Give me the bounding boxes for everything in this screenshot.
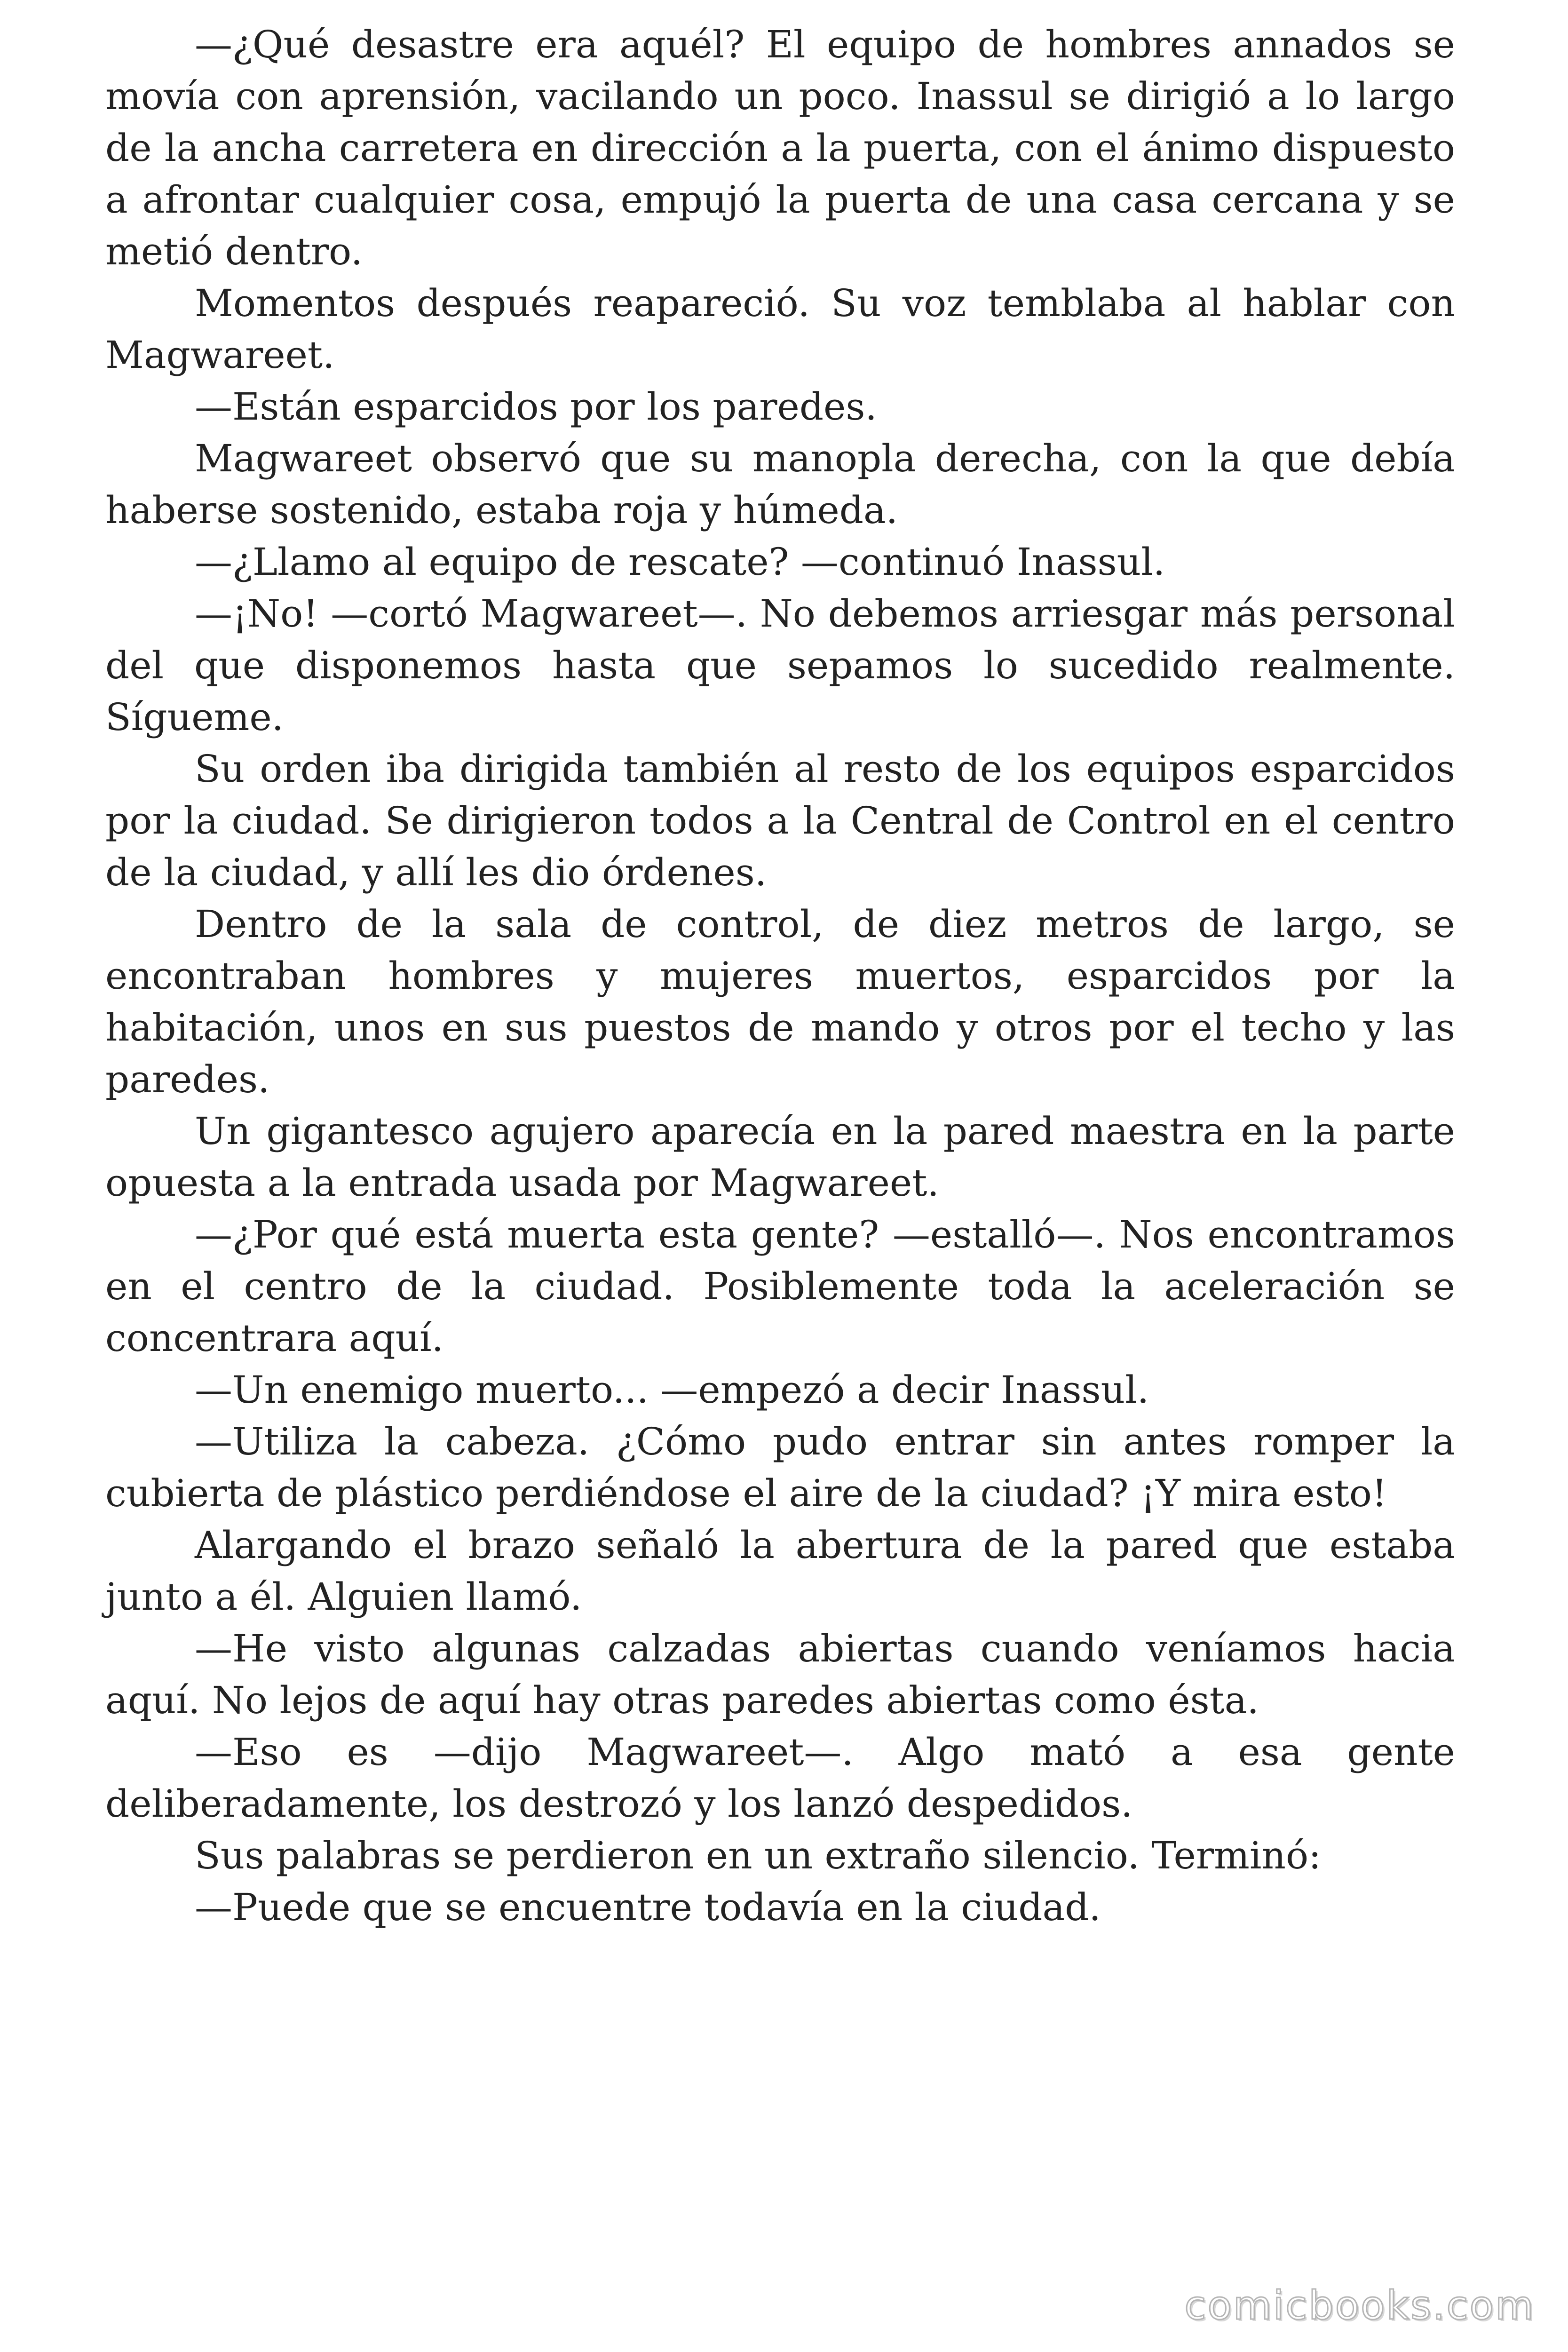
paragraph: —¡No! —cortó Magwareet—. No debemos arriesgar más personal del que disponemos hasta que sepamos lo sucedido realmente. Sígueme. [105, 592, 1455, 739]
paragraph: Su orden iba dirigida también al resto de los equipos esparcidos por la ciudad. Se dirigieron todos a la Central de Control en el centro de la ciudad, y allí les dio órdenes. [105, 747, 1455, 894]
book-page-text [105, 19, 1455, 1933]
paragraph: —He visto algunas calzadas abiertas cuando veníamos hacia aquí. No lejos de aquí hay otras paredes abiertas como ésta. [105, 1627, 1455, 1722]
paragraph: —Un enemigo muerto... —empezó a decir Inassul. [195, 1368, 1149, 1412]
paragraph: —¿Llamo al equipo de rescate? —continuó Inassul. [195, 540, 1165, 584]
paragraph: Momentos después reapareció. Su voz temblaba al hablar con Magwareet. [105, 281, 1455, 377]
paragraph: Magwareet observó que su manopla derecha, con la que debía haberse sostenido, estaba roja y húmeda. [105, 437, 1455, 532]
paragraph: —Utiliza la cabeza. ¿Cómo pudo entrar sin antes romper la cubierta de plástico perdiéndose el aire de la ciudad? ¡Y mira esto! [105, 1420, 1455, 1515]
paragraph: Alargando el brazo señaló la abertura de la pared que estaba junto a él. Alguien llamó. [105, 1523, 1455, 1619]
paragraph: —¿Qué desastre era aquél? El equipo de hombres annados se movía con aprensión, vacilando un poco. Inassul se dirigió a lo largo de la ancha carretera en dirección a la puerta, con el ánimo dispuesto a afrontar cualquier cosa, empujó la puerta de una casa cercana y se metió dentro. [105, 23, 1455, 273]
watermark-logo: comicbooks.com [1184, 2282, 1535, 2328]
paragraph: —¿Por qué está muerta esta gente? —estalló—. Nos encontramos en el centro de la ciudad. Posiblemente toda la aceleración se concentrara aquí. [105, 1213, 1455, 1360]
paragraph: —Eso es —dijo Magwareet—. Algo mató a esa gente deliberadamente, los destrozó y los lanzó despedidos. [105, 1730, 1455, 1826]
paragraph: Dentro de la sala de control, de diez metros de largo, se encontraban hombres y mujeres muertos, esparcidos por la habitación, unos en sus puestos de mando y otros por el techo y las paredes. [105, 902, 1455, 1101]
paragraph: —Puede que se encuentre todavía en la ciudad. [195, 1885, 1101, 1929]
paragraph: —Están esparcidos por los paredes. [195, 385, 877, 429]
paragraph: Sus palabras se perdieron en un extraño silencio. Terminó: [195, 1834, 1322, 1877]
paragraph: Un gigantesco agujero aparecía en la pared maestra en la parte opuesta a la entrada usada por Magwareet. [105, 1109, 1455, 1205]
